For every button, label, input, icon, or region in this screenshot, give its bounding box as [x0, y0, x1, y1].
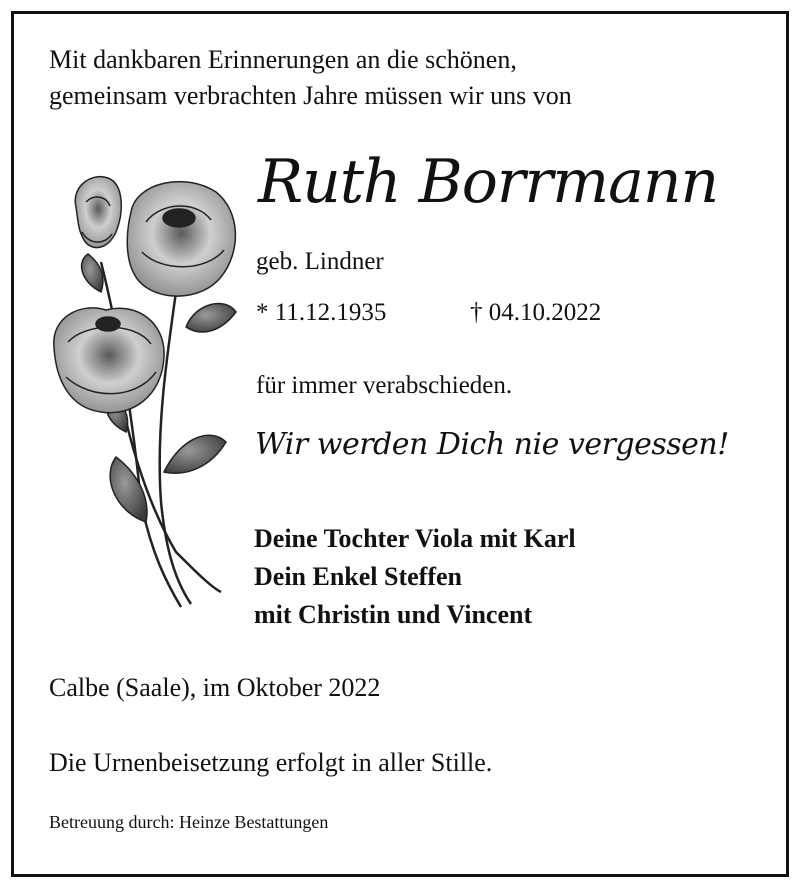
undertaker-credit: Betreuung durch: Heinze Bestattungen	[49, 812, 329, 832]
birth-date: * 11.12.1935	[256, 299, 387, 326]
intro-line-1: Mit dankbaren Erinnerungen an die schönen,	[49, 45, 517, 74]
mourner-line: mit Christin und Vincent	[254, 600, 533, 629]
mourner-line: Deine Tochter Viola mit Karl	[254, 524, 576, 553]
maiden-name: geb. Lindner	[256, 248, 384, 275]
place-date: Calbe (Saale), im Oktober 2022	[49, 673, 381, 702]
farewell-text: für immer verabschieden.	[256, 372, 513, 399]
deceased-name: Ruth Borrmann	[258, 147, 719, 217]
roses-illustration-icon	[46, 172, 246, 612]
death-date: † 04.10.2022	[470, 299, 602, 326]
mourner-line: Dein Enkel Steffen	[254, 562, 462, 591]
intro-line-2: gemeinsam verbrachten Jahre müssen wir uns von	[49, 81, 572, 110]
burial-note: Die Urnenbeisetzung erfolgt in aller Stille.	[49, 748, 493, 777]
memorial-quote: Wir werden Dich nie vergessen!	[255, 427, 729, 462]
